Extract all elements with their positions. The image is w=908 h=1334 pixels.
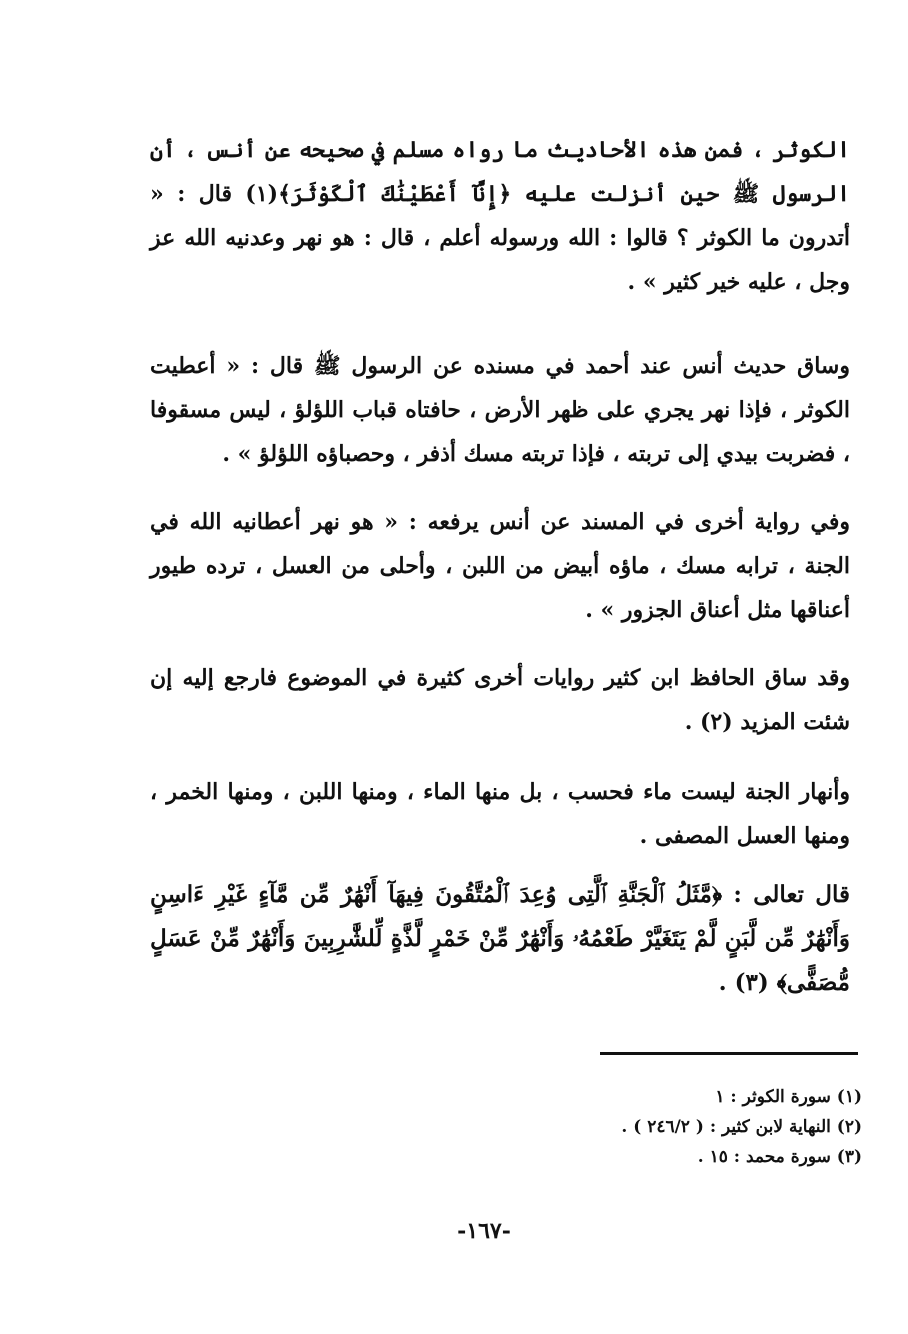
paragraph-quran-verse: قال تعالى : ﴿مَّثَلُ ٱلْجَنَّةِ ٱلَّتِى وُعِدَ ٱلْمُتَّقُونَ فِيهَآ أَنْهَٰرٌ مِّن مَّآءٍ غَيْرِ ءَاسِنٍ وَأَنْهَٰرٌ مِّن لَّبَنٍ لَّمْ يَتَغَيَّرْ طَعْمُهُۥ وَأَنْهَٰرٌ مِّنْ خَمْرٍ لَّذَّةٍ لِّلشَّٰرِبِينَ وَأَنْهَٰرٌ مِّنْ عَسَلٍ مُّصَفًّى﴾ (٣) . xyxy=(150,881,850,996)
footnotes xyxy=(500,1082,862,1172)
footnote-divider xyxy=(600,1052,858,1055)
footnote-1: (١) سورة الكوثر : ١ xyxy=(715,1087,862,1107)
footnote-3: (٣) سورة محمد : ١٥ . xyxy=(697,1147,862,1167)
paragraph-kawthar-hadith-musnad: وفي رواية أخرى في المسند عن أنس يرفعه : « هو نهر أعطانيه الله في الجنة ، ترابه مسك ، ماؤه أبيض من اللبن ، وأحلى من العسل ، ترده طيور أعناقها مثل أعناق الجزور » . xyxy=(150,509,850,623)
page-number: -١٦٧- xyxy=(457,1218,511,1244)
paragraph-ibn-kathir-reference: وقد ساق الحافظ ابن كثير روايات أخرى كثيرة في الموضوع فارجع إليه إن شئت المزيد (٢) . xyxy=(150,665,850,735)
paragraph-kawthar-hadith-muslim: الكوثر ، فمن هذه الأحاديث ما رواه مسلم في صحيحه عن أنس ، أن الرسول ﷺ حين أنزلت عليه ﴿إِنَّآ أَعْطَيْنَٰكَ ٱلْكَوْثَرَ﴾(١) قال : « أتدرون ما الكوثر ؟ قالوا : الله ورسوله أعلم ، قال : هو نهر وعدنيه الله عز وجل ، عليه خير كثير » . xyxy=(150,137,850,295)
paragraph-rivers-of-paradise: وأنهار الجنة ليست ماء فحسب ، بل منها الماء ، ومنها اللبن ، ومنها الخمر ، ومنها العسل المصفى . xyxy=(150,779,850,849)
paragraph-kawthar-hadith-ahmad: وساق حديث أنس عند أحمد في مسنده عن الرسول ﷺ قال : « أعطيت الكوثر ، فإذا نهر يجري على ظهر الأرض ، حافتاه قباب اللؤلؤ ، ليس مسقوفا ، فضربت بيدي إلى تربته ، فإذا تربته مسك أذفر ، وحصباؤه اللؤلؤ » . xyxy=(150,353,850,467)
footnote-2: (٢) النهاية لابن كثير : ( ٢٤٦/٢ ) . xyxy=(621,1117,862,1137)
